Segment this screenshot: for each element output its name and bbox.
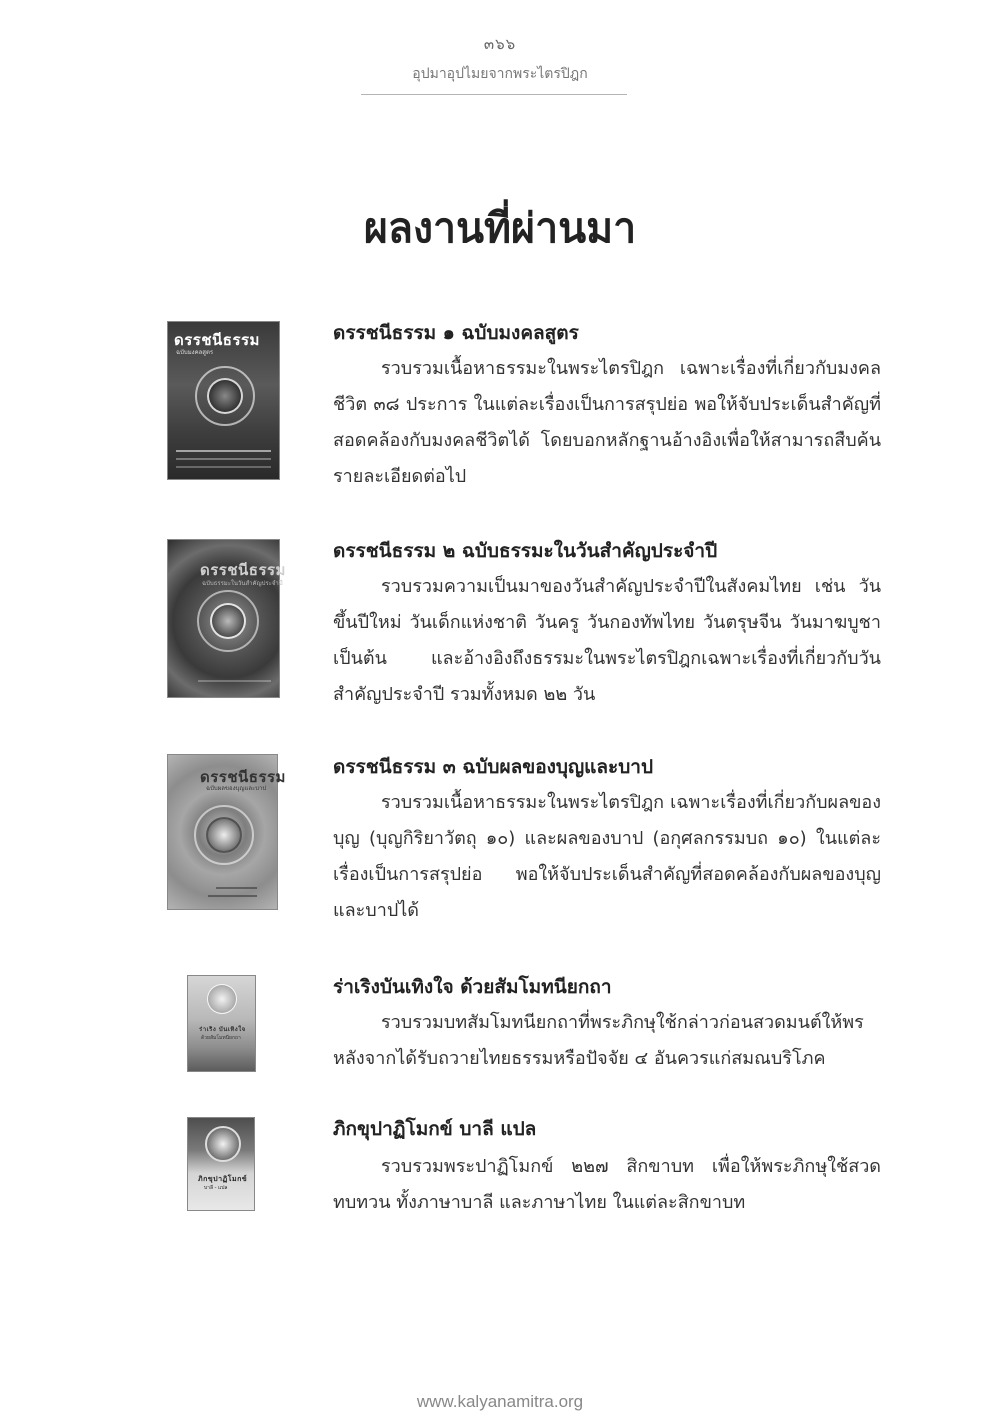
cover-subtitle-1: ฉบับมงคลสูตร <box>176 349 214 356</box>
publication-entry-1 <box>0 318 1000 498</box>
entry-description-1: รวบรวมเนื้อหาธรรมะในพระไตรปิฎก เฉพาะเรื่องที่เกี่ยวกับมงคลชีวิต ๓๘ ประการ ในแต่ละเรื่องเป็นการสรุปย่อ พอให้จับประเด็นสำคัญที่สอดคล้องกับมงคลชีวิตได้ โดยบอกหลักฐานอ้างอิงเพื่อให้สามารถสืบค้นรายละเอียดต่อไป <box>333 358 881 487</box>
book-cover-image-1 <box>168 322 279 479</box>
cover-title-5: ภิกขุปาฏิโมกข์ <box>198 1175 248 1183</box>
cover-title-4: ร่าเริง บันเทิงใจ <box>199 1026 246 1033</box>
cover-subtitle-2: ฉบับธรรมะในวันสำคัญประจำปี <box>202 580 283 587</box>
book-cover-image-2 <box>168 540 286 697</box>
cover-title-3: ดรรชนีธรรม <box>200 768 286 786</box>
footer-url: www.kalyanamitra.org <box>416 1392 584 1411</box>
page-number: ๓๖๖ <box>483 35 517 53</box>
cover-title-2: ดรรชนีธรรม <box>200 561 286 579</box>
entry-title-3: ดรรชนีธรรม ๓ ฉบับผลของบุญและบาป <box>333 756 654 778</box>
book-cover-image-5 <box>188 1118 254 1210</box>
publication-entry-2 <box>0 536 1000 716</box>
publication-entry-4 <box>0 972 1000 1082</box>
entry-title-1: ดรรชนีธรรม ๑ ฉบับมงคลสูตร <box>333 322 579 344</box>
entry-description-4: รวบรวมบทสัมโมทนียกถาที่พระภิกษุใช้กล่าวก่อนสวดมนต์ให้พร หลังจากได้รับถวายไทยธรรมหรือปัจจัย ๔ อันควรแก่สมณบริโภค <box>333 1012 864 1069</box>
entry-description-3: รวบรวมเนื้อหาธรรมะในพระไตรปิฎก เฉพาะเรื่องที่เกี่ยวกับผลของบุญ (บุญกิริยาวัตถุ ๑๐) และผลของบาป (อกุศลกรรมบถ ๑๐) ในแต่ละเรื่องเป็นการสรุปย่อ พอให้จับประเด็นสำคัญที่สอดคล้องกับผลของบุญและบาปได้ <box>333 792 881 921</box>
publication-entry-3 <box>0 752 1000 932</box>
cover-subtitle-5: บาลี - แปล <box>204 1185 228 1191</box>
running-title: อุปมาอุปไมยจากพระไตรปิฎก <box>412 66 588 82</box>
header-divider <box>361 94 627 95</box>
book-cover-image-3 <box>168 755 286 909</box>
section-title: ผลงานที่ผ่านมา <box>363 204 637 252</box>
book-cover-image-4 <box>188 976 255 1071</box>
entry-title-4: ร่าเริงบันเทิงใจ ด้วยสัมโมทนียกถา <box>333 976 612 998</box>
entry-description-2: รวบรวมความเป็นมาของวันสำคัญประจำปีในสังคมไทย เช่น วันขึ้นปีใหม่ วันเด็กแห่งชาติ วันครู วันกองทัพไทย วันตรุษจีน วันมาฆบูชา เป็นต้น และอ้างอิงถึงธรรมะในพระไตรปิฎกเฉพาะเรื่องที่เกี่ยวกับวันสำคัญประจำปี รวมทั้งหมด ๒๒ วัน <box>333 576 881 705</box>
entry-description-5: รวบรวมพระปาฏิโมกข์ ๒๒๗ สิกขาบท เพื่อให้พระภิกษุใช้สวดทบทวน ทั้งภาษาบาลี และภาษาไทย ในแต่ละสิกขาบท <box>333 1156 881 1213</box>
entry-title-2: ดรรชนีธรรม ๒ ฉบับธรรมะในวันสำคัญประจำปี <box>333 540 718 562</box>
cover-subtitle-4: ด้วยสัมโมทนียกถา <box>201 1035 241 1041</box>
publication-entry-5 <box>0 1118 1000 1228</box>
entry-title-5: ภิกขุปาฏิโมกข์ บาลี แปล <box>333 1118 537 1140</box>
cover-subtitle-3: ฉบับผลของบุญและบาป <box>206 785 267 792</box>
cover-title-1: ดรรชนีธรรม <box>174 331 260 349</box>
